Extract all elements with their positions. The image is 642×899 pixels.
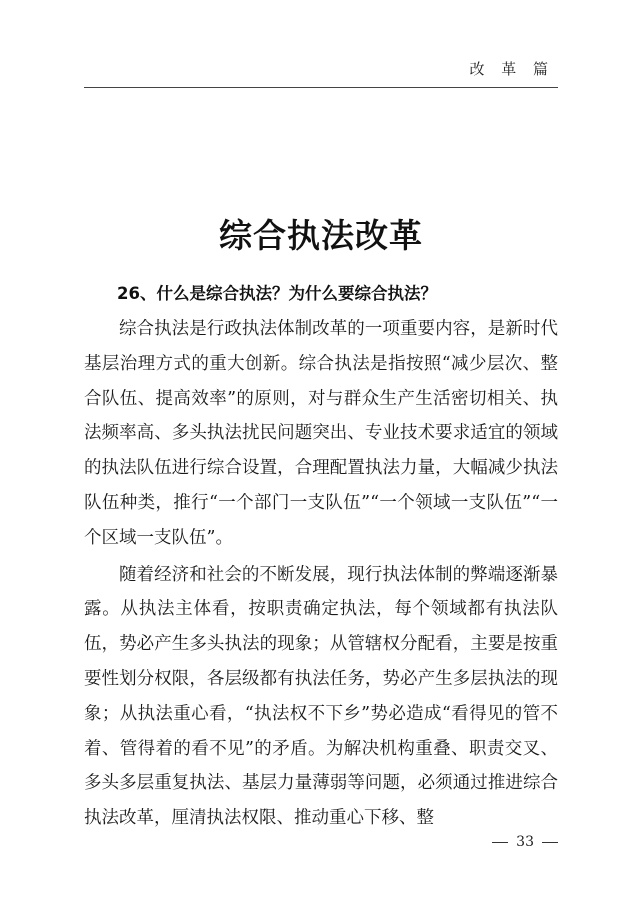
footer-dash-left: [492, 842, 508, 843]
running-header: 改 革 篇: [469, 60, 554, 78]
page-footer: [492, 834, 558, 850]
paragraph-2: 随着经济和社会的不断发展，现行执法体制的弊端逐渐暴露。从执法主体看，按职责确定执法，每个领域都有执法队伍，势必产生多头执法的现象；从管辖权分配看，主要是按重要性划分权限，各层级都有执法任务，势必产生多层执法的现象；从执法重心看，“执法权不下乡”势必造成“看得见的管不着、管得着的看不见”的矛盾。为解决机构重叠、职责交叉、多头多层重复执法、基层力量薄弱等问题，必须通过推进综合执法改革，厘清执法权限、推动重心下移、整: [84, 564, 558, 829]
header-divider: [84, 87, 558, 88]
page-number: 33: [516, 834, 534, 850]
footer-dash-right: [542, 842, 558, 843]
question-heading: 26、什么是综合执法？为什么要综合执法？: [117, 284, 437, 303]
main-content: [84, 276, 558, 836]
paragraph-1: 综合执法是行政执法体制改革的一项重要内容，是新时代基层治理方式的重大创新。综合执法是指按照“减少层次、整合队伍、提高效率”的原则，对与群众生产生活密切相关、执法频率高、多头执法扰民问题突出、专业技术要求适宜的领域的执法队伍进行综合设置，合理配置执法力量，大幅减少执法队伍种类，推行“一个部门一支队伍”“一个领域一支队伍”“一个区域一支队伍”。: [84, 319, 558, 548]
page-title: 综合执法改革: [219, 216, 423, 256]
